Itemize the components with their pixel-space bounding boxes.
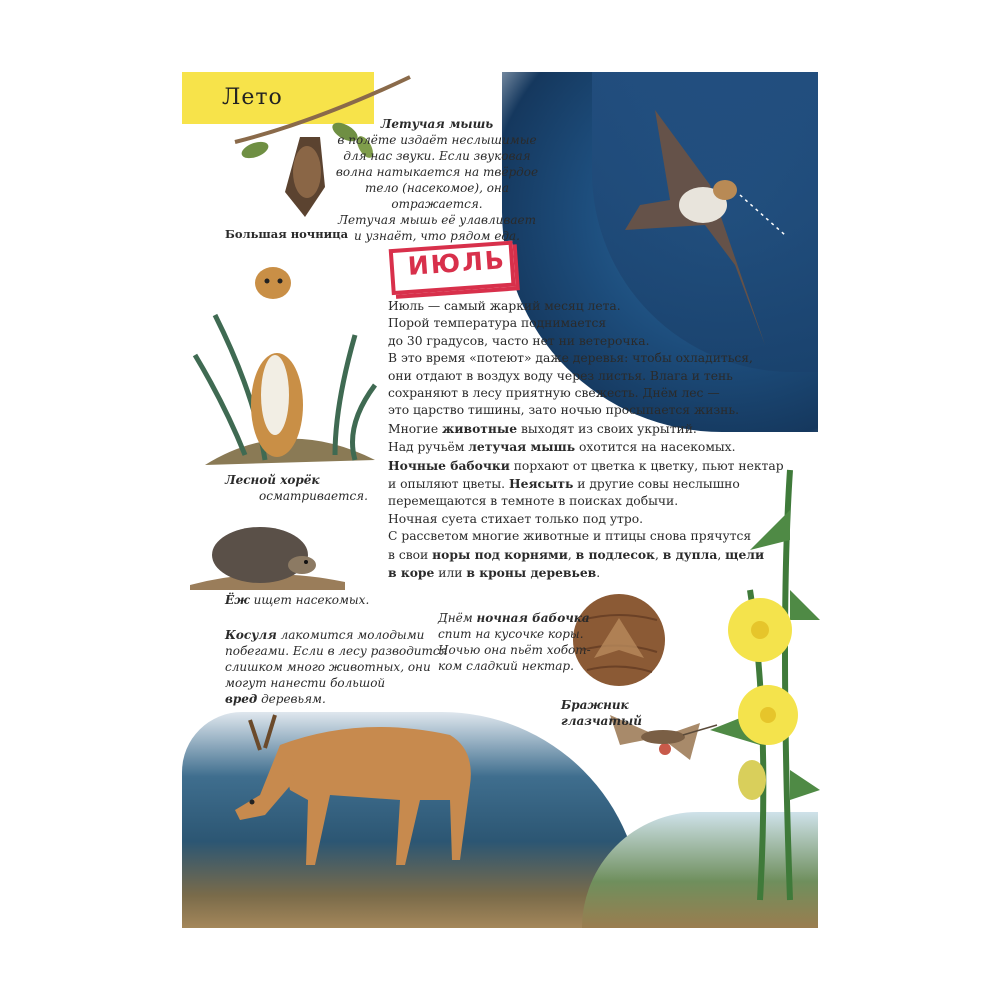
bold-term: в коре [388, 565, 435, 581]
hawkmoth-caption [561, 697, 642, 729]
text-line [388, 385, 808, 402]
hedgehog-illustration [190, 510, 345, 590]
text-line [388, 564, 808, 582]
bold-term: норы под корнями [432, 546, 568, 562]
text-run: лакомится молодыми [276, 628, 425, 642]
text-line [225, 659, 448, 675]
text-run: , [654, 547, 663, 562]
caption-text: ищет насекомых. [249, 593, 370, 607]
roe-deer-illustration [220, 690, 490, 890]
text-line [322, 180, 552, 212]
text-line [388, 528, 808, 545]
text-run: и опыляют цветы. [388, 477, 509, 492]
bold-term: в подлесок [575, 546, 655, 562]
text-run: , [717, 547, 726, 562]
text-line [225, 627, 448, 643]
hedgehog-caption [225, 592, 369, 608]
text-run: это царство тишины, зато ночью просыпается жизнь. [388, 403, 739, 418]
text-run: тело (насекомое), она отражается. [365, 181, 509, 211]
text-line [438, 642, 591, 658]
bold-term: вред [225, 692, 258, 706]
text-line [322, 132, 552, 148]
caption-text: осматривается. [259, 489, 368, 503]
text-line [388, 546, 808, 564]
caption-title: Лесной хорёк [225, 473, 320, 487]
bat-note-caption [322, 116, 552, 244]
text-run: В это время «потеют» даже деревья: чтобы охладиться, [388, 351, 753, 366]
bold-term: Неясыть [509, 476, 574, 492]
text-line [388, 493, 808, 510]
text-run: до 30 градусов, часто нет ни ветерочка. [388, 333, 650, 348]
text-run: С рассветом многие животные и птицы снова прячутся [388, 529, 752, 544]
text-run: перемещаются в темноте в поисках добычи. [388, 494, 679, 509]
text-run: порхают от цветка к цветку, пьют нектар [509, 458, 784, 473]
text-line [388, 298, 808, 315]
text-run: Порой температура поднимается [388, 316, 607, 331]
text-run: выходят из своих укрытий. [517, 421, 697, 436]
text-run: Днём [438, 611, 477, 625]
text-run: Ночная суета стихает только под утро. [388, 511, 644, 526]
text-line [322, 164, 552, 180]
caption-title: Ёж [225, 593, 250, 607]
caption-line-1: Бражник [561, 698, 629, 712]
text-run: ком сладкий нектар. [438, 659, 574, 673]
caption-text: Большая ночница [225, 227, 349, 241]
bold-term: ночная бабочка [476, 611, 590, 625]
month-title: ИЮЛЬ [406, 245, 507, 281]
text-line [388, 402, 808, 419]
text-run: Над ручьём [388, 440, 469, 455]
text-run: в полёте издаёт неслышимые [337, 133, 537, 147]
text-line [388, 511, 808, 528]
bold-term: летучая мышь [468, 439, 576, 455]
text-line [388, 350, 808, 367]
ferret-caption [225, 472, 368, 504]
bold-term: Летучая мышь [380, 117, 494, 131]
text-line [388, 457, 808, 475]
bold-term: щели [725, 546, 765, 562]
caption-line-2: глазчатый [561, 714, 642, 728]
text-run: Ночью она пьёт хобот- [438, 643, 591, 657]
text-run: или [434, 566, 467, 581]
text-line [322, 228, 552, 244]
text-line [438, 658, 591, 674]
text-run: охотится на насекомых. [575, 440, 736, 455]
text-run: могут нанести большой [225, 676, 386, 690]
bold-term: Ночные бабочки [388, 457, 510, 473]
text-line [225, 691, 448, 707]
text-line [322, 116, 552, 132]
bold-term: в дупла [662, 546, 718, 562]
text-run: , [567, 547, 576, 562]
text-line [388, 368, 808, 385]
text-line [225, 675, 448, 691]
text-run: спит на кусочке коры. [438, 627, 584, 641]
text-run: в свои [388, 547, 433, 562]
ferret-illustration [185, 255, 385, 470]
bold-term: Косуля [225, 628, 277, 642]
moth-caption [438, 610, 591, 674]
text-run: они отдают в воздух воду через листья. Влага и тень [388, 368, 733, 383]
text-run: и другие совы неслышно [573, 477, 740, 492]
text-line [322, 212, 552, 228]
text-line [438, 610, 591, 626]
text-line [438, 626, 591, 642]
text-run: и узнаёт, что рядом еда. [354, 229, 520, 243]
month-badge [389, 241, 512, 291]
text-run: Летучая мышь её улавливает [337, 213, 537, 227]
bold-term: в кроны деревьев [466, 565, 597, 581]
text-line [322, 148, 552, 164]
text-run: Многие [388, 421, 443, 436]
text-run: сохраняют в лесу приятную свежесть. Днём лес — [388, 386, 720, 401]
text-run: Июль — самый жаркий месяц лета. [388, 299, 621, 313]
text-run: побегами. Если в лесу разводится [225, 644, 448, 658]
bold-term: животные [442, 420, 518, 436]
text-run: деревьям. [257, 692, 326, 706]
text-line [388, 315, 808, 332]
section-label: Лето [222, 85, 283, 110]
text-line [225, 643, 448, 659]
text-run: волна натыкается на твёрдое [335, 165, 539, 179]
text-line [388, 333, 808, 350]
text-line [388, 475, 808, 493]
text-run: слишком много животных, они [225, 660, 431, 674]
text-run: . [596, 566, 601, 581]
text-line [388, 438, 808, 456]
text-run: для нас звуки. Если звуковая [343, 149, 531, 163]
text-line [388, 420, 808, 438]
main-text [388, 298, 808, 583]
roe-deer-caption [225, 627, 448, 707]
